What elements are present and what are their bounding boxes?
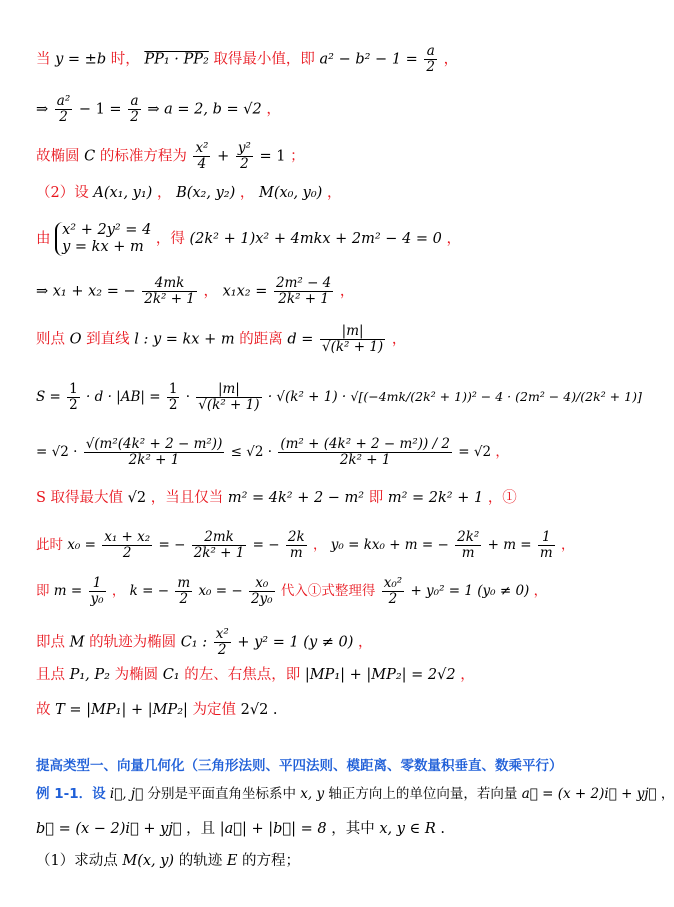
text: ； xyxy=(290,148,305,165)
math: + m = xyxy=(487,537,532,553)
line-15 xyxy=(36,701,632,719)
math: T = |MP₁| + |MP₂| xyxy=(55,702,188,718)
math: b⃗ = (x − 2)i⃗ + yj⃗ xyxy=(36,821,182,837)
fraction: $\frac{\text{x₀²}}{2}$ xyxy=(383,575,403,607)
fraction: $\frac{m}{2}$ xyxy=(177,575,191,607)
text: ，① xyxy=(487,490,517,506)
math: (2k² + 1)x² + 4mkx + 2m² − 4 = 0 xyxy=(189,231,442,247)
fraction: $\frac{1}{2}$ xyxy=(69,381,78,413)
text: ， xyxy=(156,185,172,201)
text: ， xyxy=(561,537,575,553)
line-17 xyxy=(36,820,632,838)
text: ， xyxy=(446,231,461,247)
text: 的距离 xyxy=(239,331,283,348)
text: ，得 xyxy=(155,231,185,247)
line-1 xyxy=(36,44,632,75)
math: · xyxy=(185,389,190,405)
text: 且点 xyxy=(36,667,65,683)
section-heading: 提高类型一、向量几何化（三角形法则、平四法则、模距离、零数量积垂直、数乘平行） xyxy=(36,758,563,774)
math: = √2 · xyxy=(36,444,78,460)
fraction: $\frac{\text{y²}}{2}$ xyxy=(237,140,251,172)
math: l : y = kx + m xyxy=(134,331,235,348)
text: ， xyxy=(533,583,548,599)
math: M(x₀, y₀) xyxy=(258,185,323,201)
line-5 xyxy=(36,222,632,256)
math: = √2 xyxy=(458,444,492,460)
math: y = ±b xyxy=(55,51,107,68)
fraction: $\frac{\text{x²}}{2}$ xyxy=(215,626,229,658)
equation-system: x² + 2y² = 4 y = kx + m xyxy=(55,222,151,256)
math: x, y xyxy=(300,786,325,802)
math: − 1 = xyxy=(78,101,122,118)
text: ， xyxy=(312,537,327,553)
text: ， xyxy=(239,185,255,201)
math: m² = 2k² + 1 xyxy=(387,490,484,506)
text: 时， xyxy=(110,51,140,68)
text: 的左、右焦点，即 xyxy=(184,667,301,683)
line-6 xyxy=(36,276,632,307)
text: 轴正方向上的单位向量，若向量 xyxy=(328,786,518,802)
text: ，且 xyxy=(186,821,216,837)
fraction: $\frac{1}{m}$ xyxy=(539,529,553,561)
line-11 xyxy=(36,530,632,561)
math: M xyxy=(69,634,85,651)
line-9 xyxy=(36,437,632,468)
math: k = − xyxy=(129,583,170,599)
text: 此时 xyxy=(36,537,63,553)
text: 故椭圆 xyxy=(36,148,80,165)
text: 故 xyxy=(36,702,51,718)
math: + xyxy=(217,148,230,165)
fraction: $\frac{a}{2}$ xyxy=(426,43,436,75)
text: 到直线 xyxy=(86,331,130,348)
math: B(x₂, y₂) xyxy=(176,185,236,201)
fraction: $\frac{1}{\text{y₀}}$ xyxy=(90,575,104,607)
fraction: $\frac{\text{2m² − 4}}{\text{2k² + 1}}$ xyxy=(275,275,332,307)
text: ， xyxy=(266,101,281,118)
line-4 xyxy=(36,184,632,202)
text: 取得最小值，即 xyxy=(213,51,315,68)
text: ， xyxy=(460,667,475,683)
example-label: 例 1-1．设 xyxy=(36,786,106,802)
math-vector-product: PP₁ · PP₂ xyxy=(144,51,209,68)
text: 即点 xyxy=(36,634,65,651)
line-13 xyxy=(36,627,632,658)
text: 为椭圆 xyxy=(114,667,159,683)
math: |a⃗| + |b⃗| = 8 xyxy=(219,821,327,837)
text: ， xyxy=(203,283,219,300)
math: · d · |AB| = xyxy=(86,389,161,405)
math: = 1 xyxy=(259,148,286,165)
text: 分别是平面直角坐标系中 xyxy=(147,786,296,802)
math: + y² = 1 (y ≠ 0) xyxy=(237,634,354,651)
text: 代入①式整理得 xyxy=(280,583,376,599)
text: ， xyxy=(443,51,459,68)
line-3 xyxy=(36,141,632,172)
math: m = xyxy=(53,583,83,599)
math: x₀ = xyxy=(67,537,96,553)
text: （2）设 xyxy=(36,185,89,201)
text: . xyxy=(272,702,278,718)
line-8 xyxy=(36,381,642,413)
math: · √(k² + 1) · xyxy=(267,389,347,405)
fraction: $\frac{\text{x₀}}{\text{2y₀}}$ xyxy=(250,575,273,607)
math: A(x₁, y₁) xyxy=(93,185,153,201)
math: ⇒ x₁ + x₂ = − xyxy=(36,283,136,300)
text: ， xyxy=(391,331,407,348)
math: + y₀² = 1 (y₀ ≠ 0) xyxy=(410,583,530,599)
math: ⇒ xyxy=(36,101,49,118)
fraction: $\frac{\text{a²}}{2}$ xyxy=(56,93,71,125)
text: ， xyxy=(358,634,373,651)
fraction: $\frac{\text{√(m²(4k² + 2 − m²))}}{\text{2k² + 1}}$ xyxy=(85,436,223,468)
text: ， xyxy=(339,283,355,300)
math: i⃗, j⃗ xyxy=(109,786,144,802)
line-18 xyxy=(36,852,632,870)
math: d = xyxy=(287,331,314,348)
math-radical: √[(−4mk/(2k² + 1))² − 4 · (2m² − 4)/(2k² + 1)] xyxy=(350,389,642,404)
math: = − xyxy=(158,537,186,553)
text: 由 xyxy=(36,231,51,247)
text: S 取得最大值 xyxy=(36,490,124,506)
math: √2 xyxy=(127,490,147,506)
math: m² = 4k² + 2 − m² xyxy=(227,490,365,506)
fraction: $\frac{\text{x₁ + x₂}}{2}$ xyxy=(104,529,151,561)
math: C xyxy=(84,148,96,165)
text: （1）求动点 xyxy=(36,853,118,869)
text: 则点 xyxy=(36,331,65,348)
fraction: $\frac{4mk}{\text{2k² + 1}}$ xyxy=(144,275,195,307)
math: a² − b² − 1 = xyxy=(319,51,418,68)
line-14 xyxy=(36,666,632,684)
math: O xyxy=(69,331,82,348)
fraction: $\frac{2k}{m}$ xyxy=(287,529,305,561)
math: y₀ = kx₀ + m = − xyxy=(330,537,449,553)
text: 当 xyxy=(36,51,51,68)
math: E xyxy=(226,853,238,869)
math: x₀ = − xyxy=(198,583,243,599)
text: 的标准方程为 xyxy=(99,148,187,165)
text: 即 xyxy=(368,490,384,506)
math: ⇒ a = 2, b = √2 xyxy=(147,101,262,118)
math: a⃗ = (x + 2)i⃗ + yj⃗ xyxy=(521,786,657,802)
fraction: $\frac{\text{x²}}{4}$ xyxy=(195,140,209,172)
text: 的方程； xyxy=(242,853,301,869)
math: x, y ∈ R xyxy=(379,821,436,837)
math: C₁ xyxy=(162,667,180,683)
fraction: $\frac{\text{(m² + (4k² + 2 − m²)) / 2}}{\text{2k² + 1}}$ xyxy=(280,436,450,468)
math: = − xyxy=(252,537,280,553)
fraction: $\frac{|m|}{\text{√(k² + 1)}}$ xyxy=(198,381,260,413)
math: P₁, P₂ xyxy=(69,667,110,683)
fraction: $\frac{a}{2}$ xyxy=(130,93,139,125)
text: ， xyxy=(660,786,674,802)
math: |MP₁| + |MP₂| = 2√2 xyxy=(304,667,456,683)
text: ， xyxy=(111,583,126,599)
fraction: $\frac{\text{2k²}}{m}$ xyxy=(457,529,480,561)
math: x₁x₂ = xyxy=(222,283,268,300)
text: ， xyxy=(326,185,342,201)
math: S = xyxy=(36,389,61,405)
math: 2√2 xyxy=(240,702,269,718)
text: 即 xyxy=(36,583,50,599)
text: 的轨迹 xyxy=(178,853,223,869)
math: C₁ : xyxy=(180,634,208,651)
math: M(x, y) xyxy=(122,853,175,869)
text: ，当且仅当 xyxy=(150,490,224,506)
text: ，其中 xyxy=(331,821,375,837)
text: 为定值 xyxy=(192,702,236,718)
fraction: $\frac{|m|}{\text{√(k² + 1)}}$ xyxy=(321,323,384,355)
text: . xyxy=(440,821,445,837)
math: ≤ √2 · xyxy=(230,444,273,460)
fraction: $\frac{1}{2}$ xyxy=(168,381,178,413)
fraction: $\frac{2mk}{\text{2k² + 1}}$ xyxy=(193,529,245,561)
line-10 xyxy=(36,489,632,507)
text: 的轨迹为椭圆 xyxy=(89,634,177,651)
text: ， xyxy=(495,444,509,460)
line-12 xyxy=(36,576,632,607)
line-7 xyxy=(36,324,632,355)
line-2 xyxy=(36,94,632,125)
line-16 xyxy=(36,785,674,803)
